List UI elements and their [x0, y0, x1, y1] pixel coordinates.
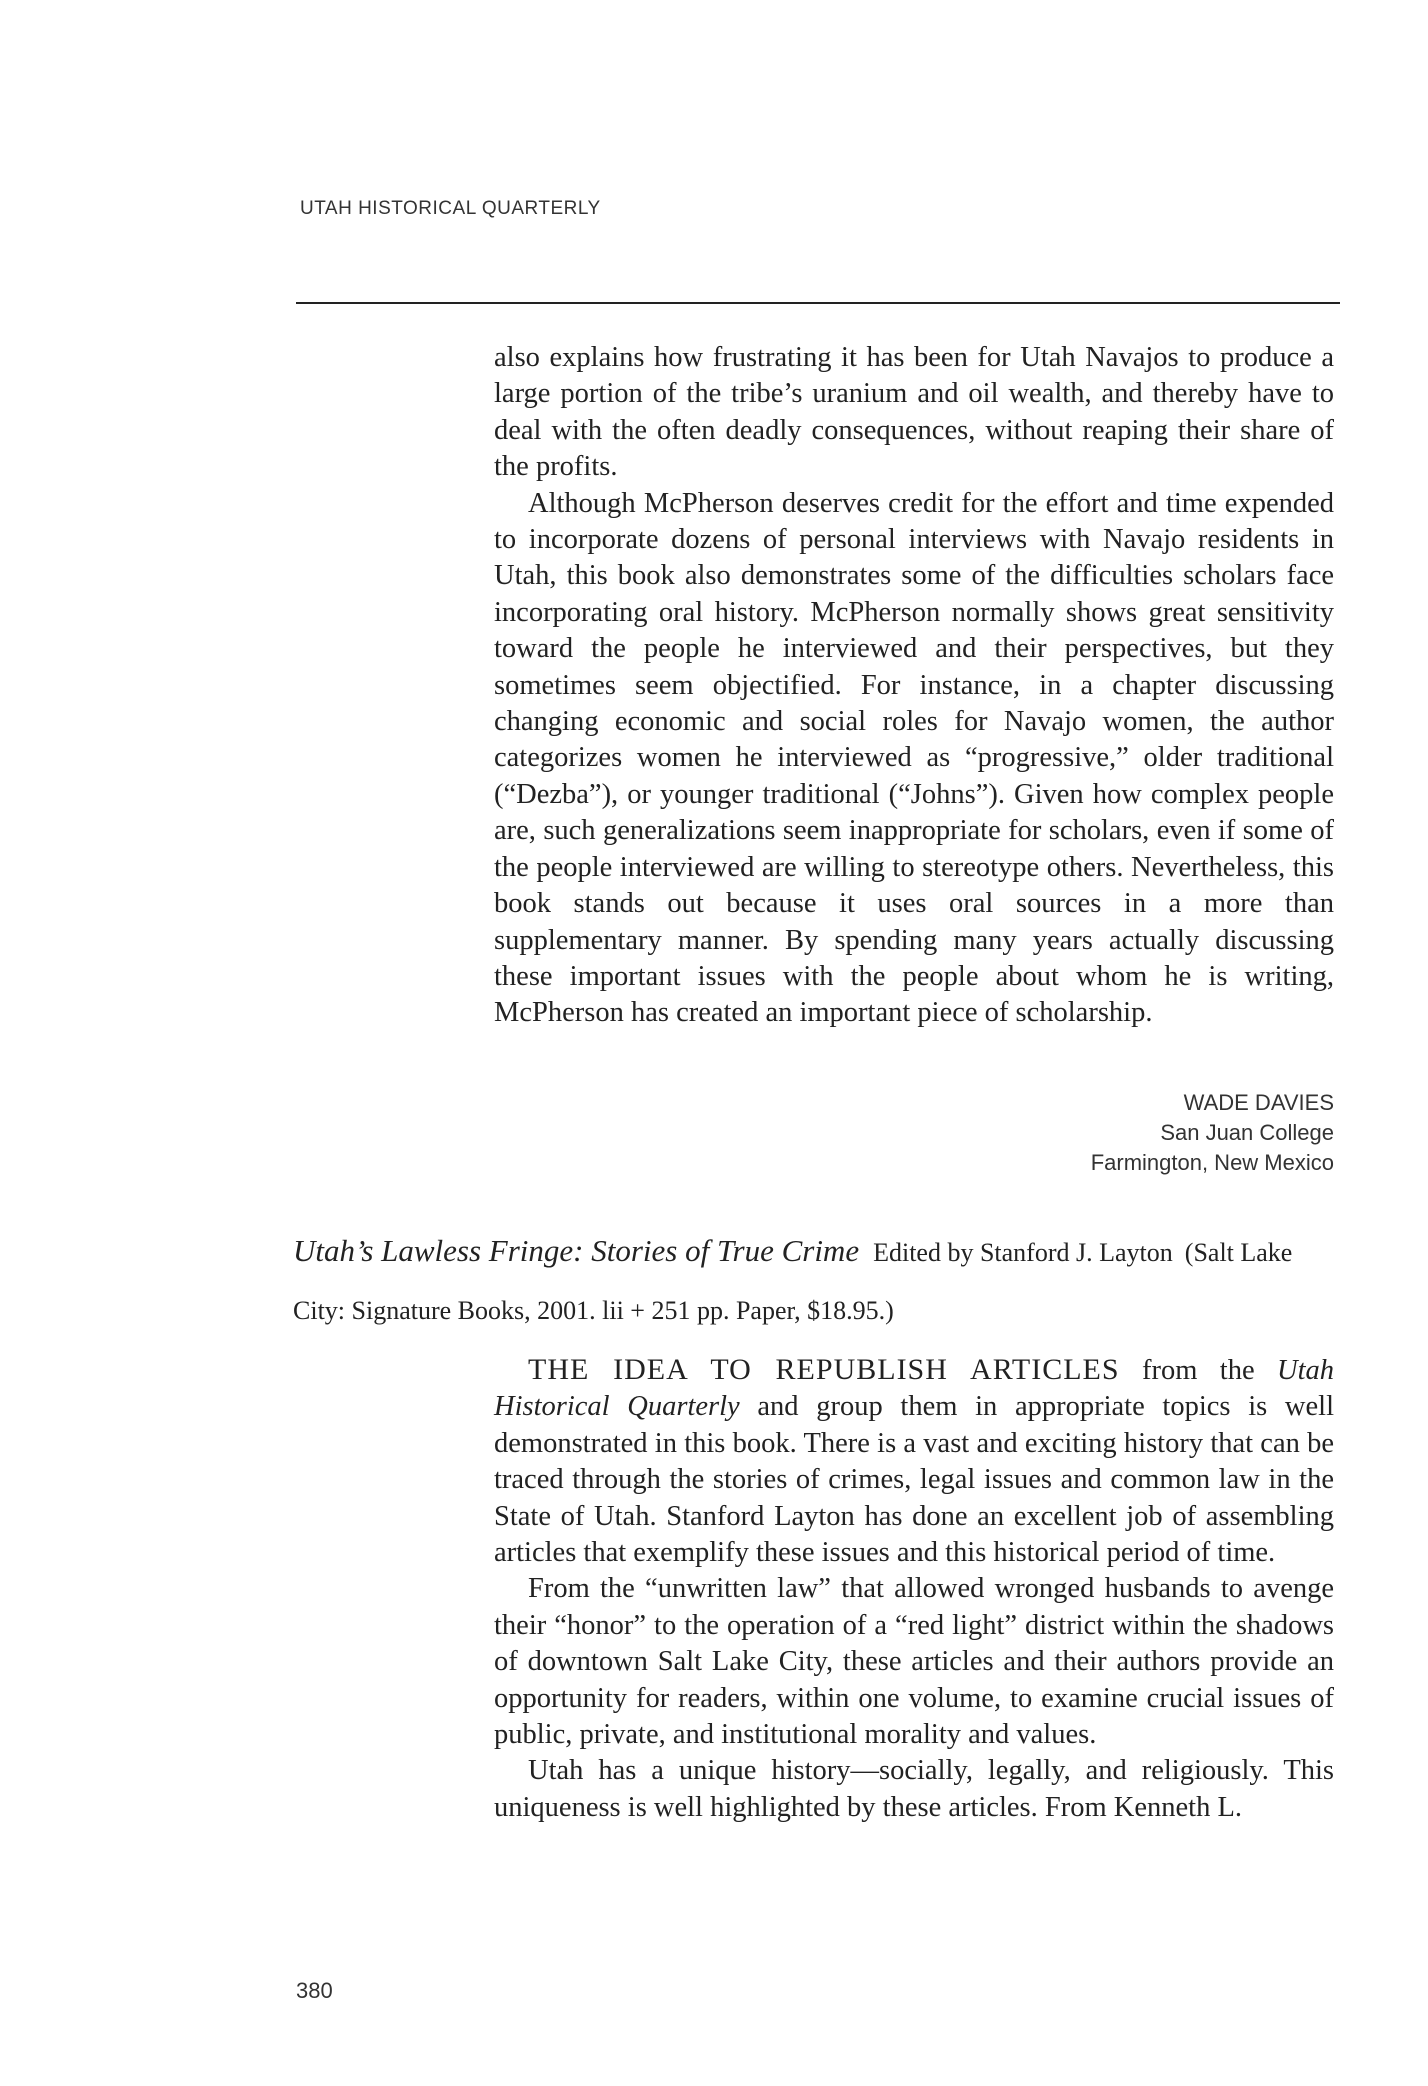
review-2-paragraph-1 [494, 1352, 1334, 1571]
running-head: UTAH HISTORICAL QUARTERLY [300, 198, 601, 219]
review-2-paragraph-3: Utah has a unique history—socially, legally, and religiously. This uniqueness is well highlighted by these articles. From Kenneth L. [494, 1755, 1334, 1823]
paragraph-text: from the [1119, 1355, 1278, 1386]
book-publication-info: (Salt Lake City: Signature Books, 2001. lii + 251 pp. Paper, $18.95.) [293, 1238, 1293, 1325]
header-rule [296, 302, 1340, 304]
review-2-body [494, 1352, 1334, 1826]
reviewer-location: Farmington, New Mexico [1090, 1150, 1334, 1175]
lead-in-caps: THE IDEA TO REPUBLISH ARTICLES [528, 1353, 1120, 1386]
review-1-body [494, 340, 1334, 1032]
page-number: 380 [296, 1978, 333, 2003]
book-title: Utah’s Lawless Fringe: Stories of True Crime [293, 1233, 860, 1268]
paragraph-text: and group them in appropriate topics is well demonstrated in this book. There is a vast and exciting history that can be traced through the stories of crimes, legal issues and common law in the State of Utah. Stanford Layton has done an excellent job of assembling articles that exemplify these issues and this historical period of time. [494, 1391, 1334, 1569]
journal-title: Utah Historical Quarterly [494, 1355, 1335, 1423]
book-editor: Edited by Stanford J. Layton [873, 1238, 1173, 1267]
review-1-paragraph-1: also explains how frustrating it has been for Utah Navajos to produce a large portion of the tribe’s uranium and oil wealth, and thereby have to deal with the often deadly consequences, without reaping their share of the profits. [494, 342, 1334, 483]
review-1-paragraph-2: Although McPherson deserves credit for the effort and time expended to incorporate dozens of personal interviews with Navajo residents in Utah, this book also demonstrates some of the difficulties scholars face incorporating oral history. McPherson normally shows great sensitivity toward the people he interviewed and their perspectives, but they sometimes seem objectified. For instance, in a chapter discussing changing economic and social roles for Navajo women, the author categorizes women he interviewed as “progressive,” older traditional (“Dezba”), or younger traditional (“Johns”). Given how complex people are, such generalizations seem inappropriate for scholars, even if some of the people interviewed are willing to stereotype others. Nevertheless, this book stands out because it uses oral sources in a more than supplementary manner. By spending many years actually discussing these important issues with the people about whom he is writing, McPherson has created an important piece of scholarship. [494, 487, 1334, 1029]
book-citation [293, 1222, 1333, 1340]
review-2-paragraph-2: From the “unwritten law” that allowed wronged husbands to avenge their “honor” to the operation of a “red light” district within the shadows of downtown Salt Lake City, these articles and their authors provide an opportunity for readers, within one volume, to examine crucial issues of public, private, and institutional morality and values. [494, 1573, 1334, 1751]
reviewer-institution: San Juan College [1160, 1120, 1334, 1145]
reviewer-signature [1091, 1088, 1334, 1178]
reviewer-name: WADE DAVIES [1183, 1090, 1334, 1115]
